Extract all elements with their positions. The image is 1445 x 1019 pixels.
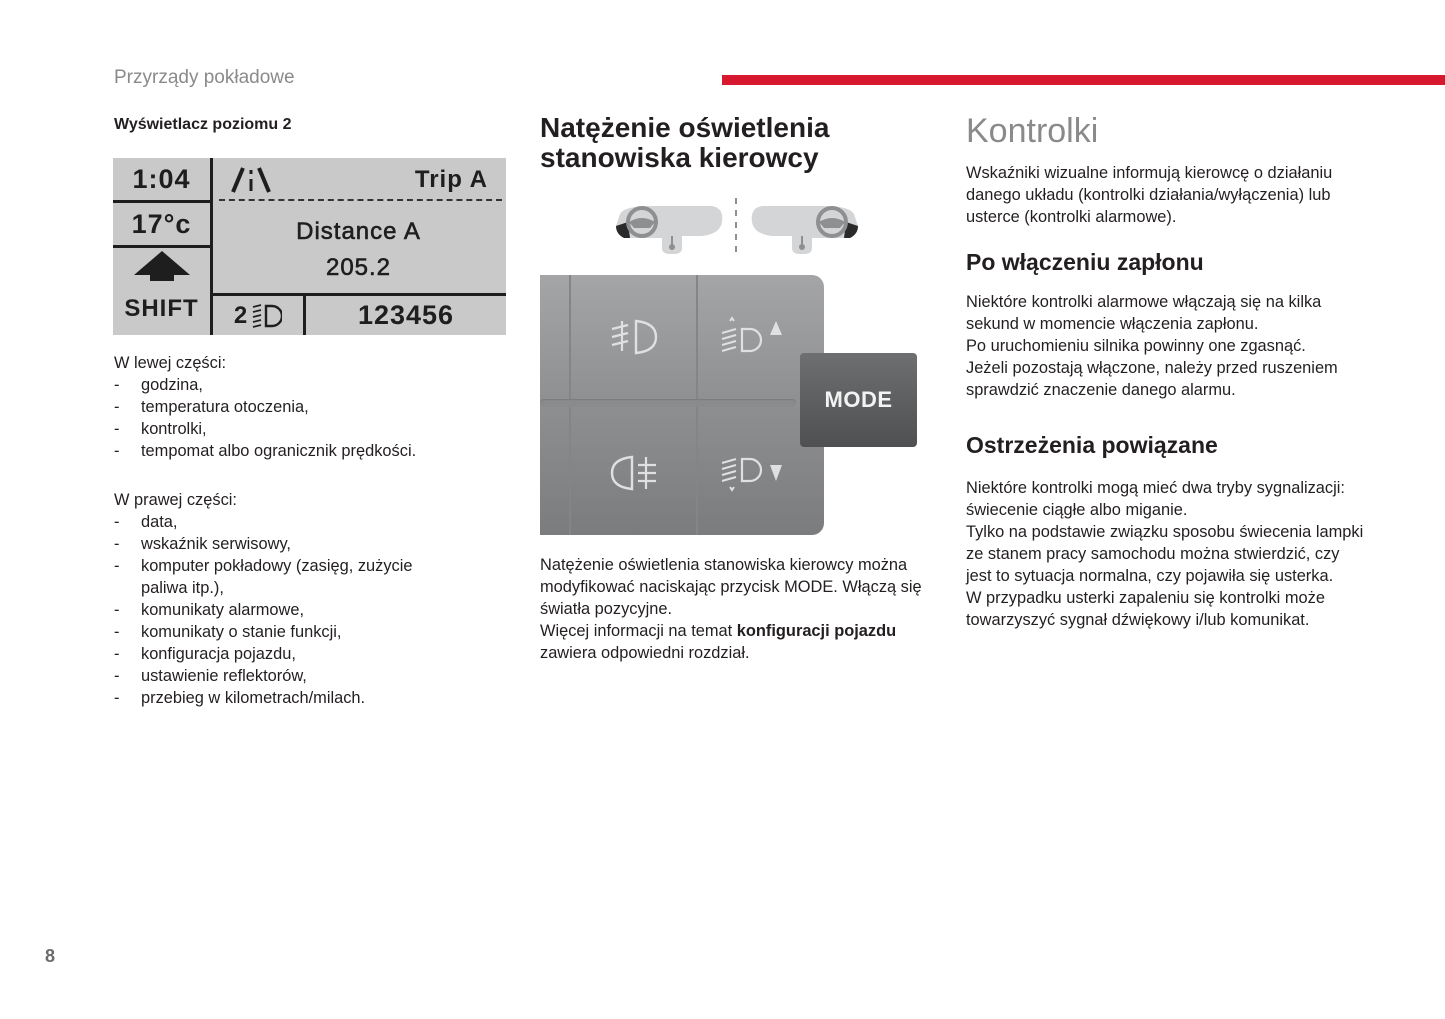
headlamp-down-icon	[718, 451, 788, 495]
left-part-block	[114, 352, 474, 462]
lcd-distance-label: Distance A	[296, 218, 421, 245]
mode-button[interactable]: MODE	[800, 353, 917, 447]
list-item: - konfiguracja pojazdu,	[114, 643, 444, 665]
paragraph: Niektóre kontrolki mogą mieć dwa tryby sygnalizacji: świecenie ciągłe albo miganie.	[966, 479, 1345, 519]
title-line: stanowiska kierowcy	[540, 142, 819, 173]
related-warnings-body	[966, 477, 1366, 631]
front-fog-light-icon	[606, 315, 662, 359]
road-icon	[229, 164, 273, 196]
list-item: - komunikaty alarmowe,	[114, 599, 444, 621]
lighting-section-title	[540, 113, 829, 173]
left-hand-drive-icon	[616, 206, 722, 254]
list-item: - przebieg w kilometrach/milach.	[114, 687, 444, 709]
lcd-display-illustration	[113, 158, 506, 335]
page-number: 8	[45, 946, 56, 966]
lcd-dotted-line	[219, 199, 502, 201]
rear-fog-light-button[interactable]	[571, 411, 696, 535]
paragraph: Jeżeli pozostają włączone, należy przed ruszeniem sprawdzić znaczenie danego alarmu.	[966, 359, 1338, 399]
headlamp-adjust-icon	[248, 301, 282, 331]
text-span: Więcej informacji na temat	[540, 622, 737, 640]
right-hand-drive-icon	[752, 206, 858, 254]
list-item: - komunikaty o stanie funkcji,	[114, 621, 444, 643]
right-part-list	[114, 511, 444, 709]
paragraph: Po uruchomieniu silnika powinny one zgasnąć.	[966, 337, 1306, 355]
lighting-paragraph	[540, 620, 930, 664]
lcd-temperature: 17°c	[131, 208, 192, 239]
list-item: - kontrolki,	[114, 418, 474, 440]
warning-lights-title: Kontrolki	[966, 112, 1099, 150]
section-title: Przyrządy pokładowe	[114, 67, 295, 88]
right-part-block	[114, 489, 444, 709]
headlamp-up-icon	[718, 315, 788, 359]
lcd-time: 1:04	[132, 163, 191, 194]
brightness-down-button[interactable]	[698, 411, 808, 535]
lcd-divider	[113, 245, 211, 248]
paragraph: Tylko na podstawie związku sposobu świecenia lampki ze stanem pracy samochodu można stwierdzić, czy jest to sytuacja normalna, czy pojawiła się usterka.	[966, 523, 1364, 585]
vehicle-config-reference: konfiguracji pojazdu	[736, 622, 897, 640]
rear-fog-light-icon	[606, 451, 662, 495]
ignition-section-title: Po włączeniu zapłonu	[966, 249, 1204, 275]
brightness-up-button[interactable]	[698, 275, 808, 399]
list-item: - wskaźnik serwisowy,	[114, 533, 444, 555]
lighting-description	[540, 554, 930, 664]
paragraph: W przypadku usterki zapaleniu się kontrolki może towarzyszyć sygnał dźwiękowy i/lub komunikat.	[966, 589, 1325, 629]
left-part-list	[114, 374, 474, 462]
front-fog-light-button[interactable]	[571, 275, 696, 399]
lcd-trip-label: Trip A	[414, 166, 488, 193]
right-part-intro: W prawej części:	[114, 491, 237, 509]
list-item: - ustawienie reflektorów,	[114, 665, 444, 687]
header-accent-bar	[722, 75, 1445, 85]
lcd-shift-label: SHIFT	[124, 295, 199, 322]
list-item: - tempomat albo ogranicznik prędkości.	[114, 440, 474, 462]
warning-lights-intro: Wskaźniki wizualne informują kierowcę o działaniu danego układu (kontrolki działania/wyłączenia) lub usterce (kontrolki alarmowe).	[966, 164, 1333, 226]
list-item: - godzina,	[114, 374, 474, 396]
lcd-headlamp-adjust	[213, 296, 303, 335]
related-warnings-title: Ostrzeżenia powiązane	[966, 432, 1218, 458]
lcd-odometer: 123456	[357, 300, 455, 330]
drive-side-illustration	[612, 196, 862, 256]
display-subheading: Wyświetlacz poziomu 2	[114, 116, 292, 133]
list-item: - komputer pokładowy (zasięg, zużycie paliwa itp.),	[114, 555, 444, 599]
lcd-headlamp-level: 2	[233, 301, 249, 329]
text-span: zawiera odpowiedni rozdział.	[540, 644, 750, 662]
switch-panel-illustration	[540, 275, 824, 535]
left-part-intro: W lewej części:	[114, 354, 227, 372]
title-line: Natężenie oświetlenia	[540, 112, 830, 143]
ignition-section-body	[966, 291, 1366, 401]
shift-up-arrow-icon	[113, 250, 210, 280]
lcd-distance-value: 205.2	[325, 254, 392, 281]
lighting-paragraph: Natężenie oświetlenia stanowiska kierowcy można modyfikować naciskając przycisk MODE. Włączą się światła pozycyjne.	[540, 556, 922, 618]
list-item: - temperatura otoczenia,	[114, 396, 474, 418]
panel-divider	[540, 399, 796, 407]
list-item: - data,	[114, 511, 444, 533]
paragraph: Niektóre kontrolki alarmowe włączają się na kilka sekund w momencie włączenia zapłonu.	[966, 293, 1322, 333]
